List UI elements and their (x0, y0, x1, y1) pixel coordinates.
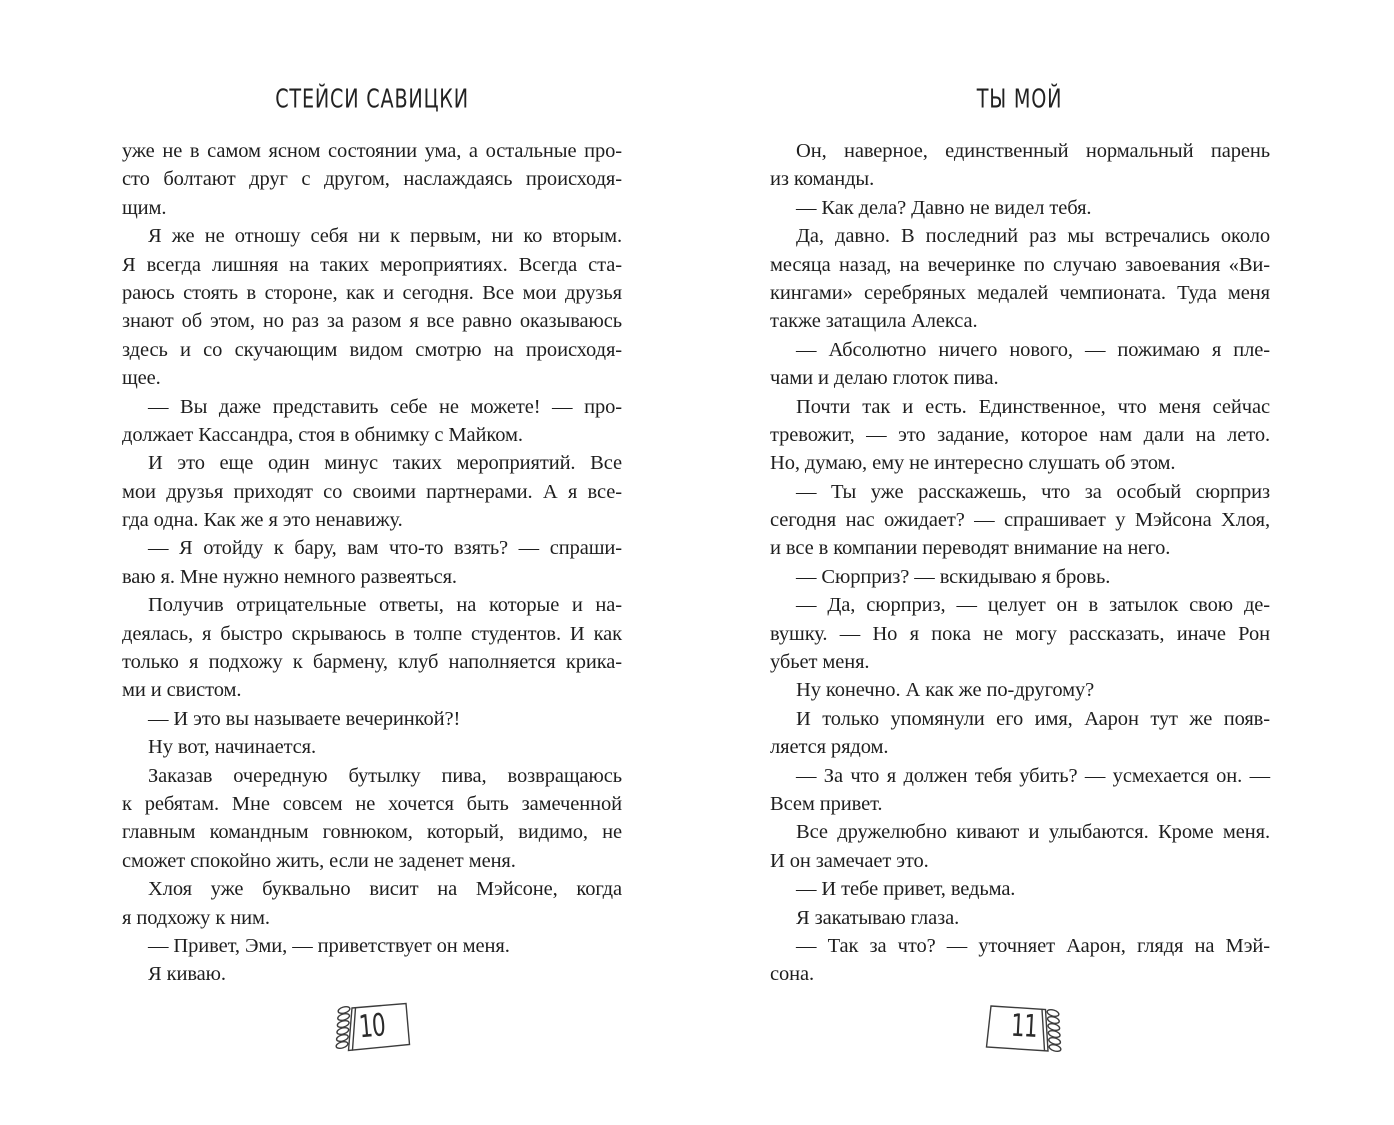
text-line: главным командным говнюком, который, видимо, не (122, 821, 622, 844)
text-line: и все в компании переводят внимание на него. (770, 537, 1171, 560)
running-head-author (122, 84, 622, 114)
text-line: Я киваю. (148, 963, 226, 986)
page-number: 11 (1010, 1008, 1038, 1045)
text-line: — Привет, Эми, — приветствует он меня. (148, 934, 510, 957)
text-line: из команды. (770, 168, 875, 191)
text-line: Я же не отношу себя ни к первым, ни ко вторым. (148, 225, 622, 248)
text-line: также затащила Алекса. (770, 310, 978, 333)
page-number: 10 (357, 1007, 387, 1046)
text-line: вушку. — Но я пока не могу рассказать, иначе Рон (770, 622, 1270, 645)
text-line: сегодня нас ожидает? — спрашивает у Мэйсона Хлоя, (770, 509, 1270, 532)
text-line: только я подхожу к бармену, клуб наполняется крика- (122, 651, 622, 674)
text-line: Я закатываю глаза. (796, 906, 960, 929)
text-line: раюсь стоять в стороне, как и сегодня. Все мои друзья (122, 281, 622, 304)
text-line: гда одна. Как же я это ненавижу. (122, 509, 403, 532)
text-line: сможет спокойно жить, если не заденет меня. (122, 849, 516, 872)
text-line: Заказав очередную бутылку пива, возвращаюсь (148, 764, 622, 787)
text-line: Он, наверное, единственный нормальный парень (796, 140, 1270, 162)
text-line: Почти так и есть. Единственное, что меня сейчас (796, 395, 1270, 418)
text-line: — Абсолютно ничего нового, — пожимаю я пле- (796, 338, 1270, 361)
text-line: — Да, сюрприз, — целует он в затылок свою де- (796, 594, 1270, 617)
text-line: здесь и со скучающим видом смотрю на происходя- (122, 338, 622, 361)
running-head-author-text: СТЕЙСИ САВИЦКИ (275, 83, 469, 115)
text-line: И он замечает это. (770, 849, 929, 872)
text-line: чами и делаю глоток пива. (770, 367, 999, 390)
text-line: — И тебе привет, ведьма. (796, 878, 1016, 901)
text-line: убьет меня. (770, 651, 870, 674)
text-line: мои друзья приходят со своими партнерами. А я все- (122, 480, 622, 503)
text-line: Да, давно. В последний раз мы встречались около (796, 225, 1270, 248)
page-left (122, 84, 622, 989)
text-line: к ребятам. Мне совсем не хочется быть замеченной (122, 792, 622, 815)
text-line: — Вы даже представить себе не можете! — про- (148, 395, 622, 418)
page-body-left (122, 137, 622, 989)
text-line: деялась, я быстро скрываюсь в толпе студентов. И как (122, 622, 622, 645)
text-line: Получив отрицательные ответы, на которые и на- (148, 594, 622, 617)
text-line: Но, думаю, ему не интересно слушать об этом. (770, 452, 1176, 475)
text-line: Все дружелюбно кивают и улыбаются. Кроме меня. (796, 821, 1270, 844)
text-line: должает Кассандра, стоя в обнимку с Майком. (122, 423, 523, 446)
text-line: кингами» серебряных медалей чемпионата. Туда меня (770, 281, 1270, 304)
text-line: сона. (770, 963, 815, 986)
text-line: тревожит, — это задание, которое нам дали на лето. (770, 423, 1270, 446)
text-line: — Так за что? — уточняет Аарон, глядя на Мэй- (796, 934, 1270, 957)
text-line: щее. (122, 367, 161, 390)
text-line: я подхожу к ним. (122, 906, 270, 929)
text-line: — Ты уже расскажешь, что за особый сюрприз (796, 480, 1270, 503)
page-number-badge-left (330, 998, 414, 1060)
text-line: — И это вы называете вечеринкой?! (148, 707, 461, 730)
text-line: ваю я. Мне нужно немного развеяться. (122, 565, 457, 588)
text-line: — Я отойду к бару, вам что-то взять? — спраши- (148, 537, 622, 560)
text-line: знают об этом, но раз за разом я все равно оказываюсь (122, 310, 622, 333)
text-line: ляется рядом. (770, 736, 889, 759)
text-line: Я всегда лишняя на таких мероприятиях. Всегда ста- (122, 253, 622, 276)
page-body-right (770, 137, 1270, 989)
text-line: уже не в самом ясном состоянии ума, а остальные про- (122, 140, 622, 162)
running-head-title-text: ТЫ МОЙ (977, 83, 1063, 115)
text-line: И это еще один минус таких мероприятий. Все (148, 452, 622, 475)
text-line: сто болтают друг с другом, наслаждаясь происходя- (122, 168, 622, 191)
text-line: И только упомянули его имя, Аарон тут же появ- (796, 707, 1270, 730)
text-line: — Сюрприз? — вскидываю я бровь. (796, 565, 1111, 588)
page-number-badge-right (982, 998, 1066, 1060)
text-line: Ну вот, начинается. (148, 736, 317, 759)
text-line: Хлоя уже буквально висит на Мэйсоне, когда (148, 878, 622, 901)
text-line: — За что я должен тебя убить? — усмехается он. — (796, 764, 1270, 787)
text-line: Ну конечно. А как же по-другому? (796, 679, 1095, 702)
text-line: месяца назад, на вечеринке по случаю завоевания «Ви- (770, 253, 1270, 276)
running-head-title (770, 84, 1270, 114)
text-line: Всем привет. (770, 792, 883, 815)
text-line: ми и свистом. (122, 679, 242, 702)
text-line: — Как дела? Давно не видел тебя. (796, 196, 1092, 219)
text-line: щим. (122, 196, 167, 219)
page-right (770, 84, 1270, 989)
